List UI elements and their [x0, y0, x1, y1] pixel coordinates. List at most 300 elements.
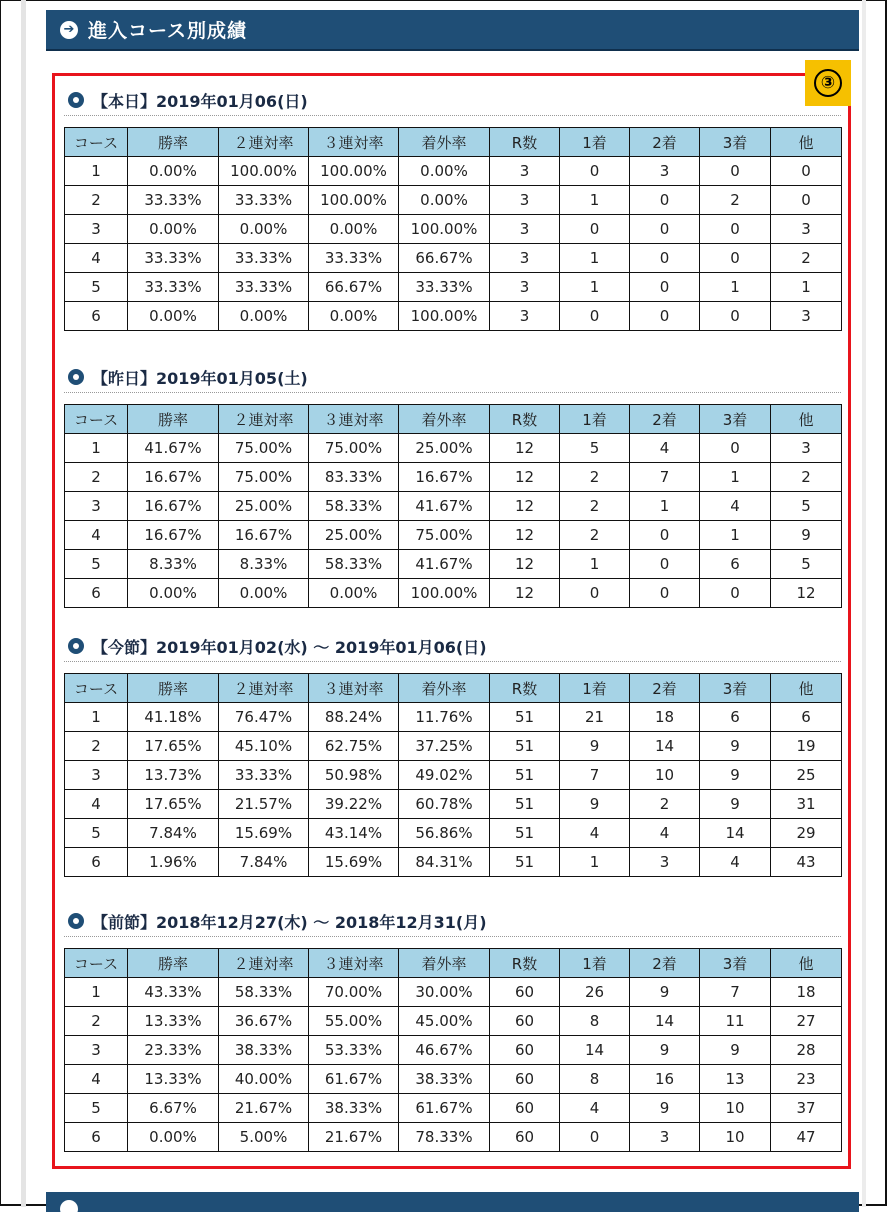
table-cell: 25.00% — [399, 434, 490, 463]
table-cell: 0 — [700, 215, 771, 244]
table-cell: 0 — [630, 244, 700, 273]
table-cell: 25.00% — [309, 521, 399, 550]
column-header: 2着 — [630, 674, 700, 703]
badge-number: ③ — [814, 69, 842, 97]
table-cell: 1.96% — [128, 848, 219, 877]
table-cell: 0 — [630, 302, 700, 331]
table-cell: 5 — [771, 492, 842, 521]
table-cell: 9 — [560, 732, 630, 761]
column-header: コース — [65, 949, 128, 978]
table-cell: 0.00% — [219, 302, 309, 331]
table-cell: 1 — [560, 273, 630, 302]
section-header-title: 進入コース別成績 — [88, 20, 248, 42]
column-header: 3着 — [700, 405, 771, 434]
column-header: 着外率 — [399, 405, 490, 434]
table-cell: 88.24% — [309, 703, 399, 732]
bullet-icon — [68, 92, 84, 108]
table-cell: 51 — [490, 732, 560, 761]
table-cell: 0 — [560, 1123, 630, 1152]
column-header: 着外率 — [399, 949, 490, 978]
section-heading — [64, 85, 841, 116]
section-header — [46, 10, 859, 51]
table-cell: 0 — [630, 521, 700, 550]
table-cell: 8 — [560, 1007, 630, 1036]
arrow-right-icon — [60, 1200, 78, 1212]
table-cell: 12 — [490, 463, 560, 492]
table-cell: 3 — [490, 157, 560, 186]
table-cell: 18 — [771, 978, 842, 1007]
table-cell: 25 — [771, 761, 842, 790]
table-cell: 4 — [560, 1094, 630, 1123]
table-cell: 3 — [490, 302, 560, 331]
table-cell: 3 — [771, 434, 842, 463]
table-cell: 0.00% — [309, 302, 399, 331]
table-cell: 5 — [771, 550, 842, 579]
table-row — [65, 463, 842, 492]
course-stats-table — [64, 127, 842, 331]
table-cell: 21.57% — [219, 790, 309, 819]
table-cell: 75.00% — [219, 463, 309, 492]
table-cell: 0.00% — [128, 302, 219, 331]
table-cell: 1 — [560, 186, 630, 215]
column-header: ２連対率 — [219, 128, 309, 157]
table-cell: 3 — [771, 302, 842, 331]
table-cell: 40.00% — [219, 1065, 309, 1094]
table-cell: 4 — [630, 819, 700, 848]
table-cell: 6 — [65, 579, 128, 608]
table-cell: 41.67% — [399, 550, 490, 579]
table-cell: 12 — [490, 492, 560, 521]
result-section — [64, 362, 841, 608]
table-cell: 23.33% — [128, 1036, 219, 1065]
table-cell: 62.75% — [309, 732, 399, 761]
table-cell: 84.31% — [399, 848, 490, 877]
table-cell: 0 — [560, 302, 630, 331]
table-cell: 1 — [65, 157, 128, 186]
table-row — [65, 790, 842, 819]
table-cell: 60 — [490, 978, 560, 1007]
table-cell: 1 — [65, 978, 128, 1007]
table-cell: 13.33% — [128, 1007, 219, 1036]
table-cell: 51 — [490, 703, 560, 732]
column-header: 他 — [771, 949, 842, 978]
bullet-icon — [68, 369, 84, 385]
table-cell: 43.14% — [309, 819, 399, 848]
column-header: 着外率 — [399, 674, 490, 703]
table-cell: 33.33% — [219, 186, 309, 215]
table-cell: 1 — [700, 521, 771, 550]
table-cell: 3 — [630, 848, 700, 877]
table-row — [65, 215, 842, 244]
table-cell: 4 — [65, 790, 128, 819]
column-header: コース — [65, 405, 128, 434]
table-cell: 7.84% — [219, 848, 309, 877]
table-cell: 45.10% — [219, 732, 309, 761]
table-cell: 1 — [560, 848, 630, 877]
column-header: ３連対率 — [309, 405, 399, 434]
table-cell: 9 — [630, 978, 700, 1007]
column-header: R数 — [490, 949, 560, 978]
table-cell: 12 — [490, 521, 560, 550]
table-cell: 14 — [630, 732, 700, 761]
table-cell: 58.33% — [219, 978, 309, 1007]
column-header: 他 — [771, 405, 842, 434]
table-cell: 51 — [490, 761, 560, 790]
table-row — [65, 244, 842, 273]
table-cell: 0 — [560, 579, 630, 608]
table-row — [65, 550, 842, 579]
column-header: 他 — [771, 674, 842, 703]
table-cell: 13.73% — [128, 761, 219, 790]
section-title: 【昨日】2019年01月05(土) — [92, 368, 308, 388]
column-header: ２連対率 — [219, 949, 309, 978]
table-cell: 0 — [630, 215, 700, 244]
table-cell: 0 — [560, 215, 630, 244]
table-cell: 9 — [560, 790, 630, 819]
table-cell: 2 — [560, 463, 630, 492]
column-header: R数 — [490, 674, 560, 703]
table-cell: 100.00% — [309, 186, 399, 215]
table-cell: 1 — [65, 703, 128, 732]
column-header: ３連対率 — [309, 674, 399, 703]
table-cell: 9 — [700, 790, 771, 819]
table-cell: 66.67% — [399, 244, 490, 273]
table-cell: 0.00% — [309, 579, 399, 608]
table-cell: 5 — [65, 1094, 128, 1123]
table-cell: 0.00% — [219, 579, 309, 608]
table-cell: 4 — [65, 244, 128, 273]
bullet-icon — [68, 638, 84, 654]
table-cell: 17.65% — [128, 790, 219, 819]
table-cell: 14 — [560, 1036, 630, 1065]
table-cell: 51 — [490, 819, 560, 848]
table-row — [65, 1123, 842, 1152]
table-cell: 33.33% — [399, 273, 490, 302]
section-heading — [64, 906, 841, 937]
table-cell: 0 — [771, 186, 842, 215]
table-cell: 0 — [700, 157, 771, 186]
table-cell: 1 — [65, 434, 128, 463]
table-cell: 16.67% — [128, 463, 219, 492]
table-cell: 30.00% — [399, 978, 490, 1007]
table-cell: 36.67% — [219, 1007, 309, 1036]
table-cell: 61.67% — [399, 1094, 490, 1123]
table-cell: 21.67% — [309, 1123, 399, 1152]
column-header: 勝率 — [128, 128, 219, 157]
table-cell: 26 — [560, 978, 630, 1007]
column-header: 3着 — [700, 674, 771, 703]
table-cell: 21 — [560, 703, 630, 732]
table-cell: 56.86% — [399, 819, 490, 848]
column-header: コース — [65, 128, 128, 157]
table-cell: 3 — [65, 215, 128, 244]
table-cell: 75.00% — [399, 521, 490, 550]
column-header: ２連対率 — [219, 674, 309, 703]
table-cell: 61.67% — [309, 1065, 399, 1094]
column-header: ２連対率 — [219, 405, 309, 434]
table-cell: 8.33% — [219, 550, 309, 579]
table-cell: 2 — [700, 186, 771, 215]
table-cell: 0.00% — [309, 215, 399, 244]
table-cell: 4 — [65, 1065, 128, 1094]
table-cell: 3 — [630, 1123, 700, 1152]
table-cell: 37 — [771, 1094, 842, 1123]
table-cell: 50.98% — [309, 761, 399, 790]
table-cell: 41.18% — [128, 703, 219, 732]
table-cell: 2 — [65, 732, 128, 761]
table-cell: 9 — [700, 761, 771, 790]
column-header: 勝率 — [128, 405, 219, 434]
table-cell: 6 — [700, 550, 771, 579]
right-rail — [862, 0, 866, 1207]
table-cell: 3 — [771, 215, 842, 244]
table-cell: 0.00% — [128, 157, 219, 186]
table-row — [65, 761, 842, 790]
table-cell: 3 — [65, 492, 128, 521]
table-cell: 16.67% — [219, 521, 309, 550]
table-cell: 1 — [700, 463, 771, 492]
table-header-row — [65, 405, 842, 434]
table-cell: 16.67% — [399, 463, 490, 492]
table-cell: 6 — [65, 848, 128, 877]
table-cell: 0 — [700, 579, 771, 608]
table-cell: 23 — [771, 1065, 842, 1094]
table-cell: 43.33% — [128, 978, 219, 1007]
table-cell: 7.84% — [128, 819, 219, 848]
table-cell: 33.33% — [128, 273, 219, 302]
column-header: 1着 — [560, 405, 630, 434]
table-cell: 78.33% — [399, 1123, 490, 1152]
table-cell: 38.33% — [399, 1065, 490, 1094]
column-header: 勝率 — [128, 674, 219, 703]
table-row — [65, 1094, 842, 1123]
table-cell: 6 — [65, 302, 128, 331]
table-cell: 4 — [700, 848, 771, 877]
table-cell: 38.33% — [309, 1094, 399, 1123]
table-row — [65, 978, 842, 1007]
column-header: 他 — [771, 128, 842, 157]
table-cell: 33.33% — [128, 186, 219, 215]
table-cell: 14 — [700, 819, 771, 848]
column-header: 勝率 — [128, 949, 219, 978]
table-cell: 7 — [700, 978, 771, 1007]
table-row — [65, 732, 842, 761]
table-cell: 33.33% — [219, 244, 309, 273]
table-cell: 2 — [560, 492, 630, 521]
column-header: ３連対率 — [309, 128, 399, 157]
left-rail — [21, 0, 26, 1207]
table-cell: 4 — [630, 434, 700, 463]
column-header: R数 — [490, 405, 560, 434]
table-cell: 37.25% — [399, 732, 490, 761]
table-cell: 60 — [490, 1094, 560, 1123]
table-cell: 51 — [490, 848, 560, 877]
course-stats-table — [64, 673, 842, 877]
table-cell: 1 — [560, 550, 630, 579]
table-cell: 100.00% — [309, 157, 399, 186]
result-section — [64, 85, 841, 331]
table-cell: 16.67% — [128, 521, 219, 550]
table-row — [65, 186, 842, 215]
table-cell: 33.33% — [219, 273, 309, 302]
table-cell: 1 — [700, 273, 771, 302]
table-cell: 100.00% — [399, 302, 490, 331]
column-header: 2着 — [630, 949, 700, 978]
table-cell: 3 — [65, 761, 128, 790]
table-cell: 10 — [700, 1123, 771, 1152]
table-cell: 5 — [560, 434, 630, 463]
table-cell: 38.33% — [219, 1036, 309, 1065]
table-cell: 0 — [630, 186, 700, 215]
table-cell: 2 — [560, 521, 630, 550]
table-cell: 1 — [630, 492, 700, 521]
table-cell: 0 — [630, 550, 700, 579]
table-cell: 6.67% — [128, 1094, 219, 1123]
table-cell: 60 — [490, 1007, 560, 1036]
table-cell: 5.00% — [219, 1123, 309, 1152]
table-row — [65, 302, 842, 331]
table-cell: 3 — [490, 244, 560, 273]
table-cell: 12 — [490, 434, 560, 463]
table-row — [65, 703, 842, 732]
table-cell: 2 — [65, 186, 128, 215]
table-cell: 1 — [771, 273, 842, 302]
section-heading — [64, 631, 841, 662]
table-cell: 51 — [490, 790, 560, 819]
result-section — [64, 906, 841, 1152]
column-header: ３連対率 — [309, 949, 399, 978]
column-header: 3着 — [700, 128, 771, 157]
table-cell: 11.76% — [399, 703, 490, 732]
table-row — [65, 273, 842, 302]
column-header: 2着 — [630, 405, 700, 434]
table-cell: 0 — [700, 302, 771, 331]
table-cell: 70.00% — [309, 978, 399, 1007]
table-cell: 29 — [771, 819, 842, 848]
table-cell: 100.00% — [219, 157, 309, 186]
table-cell: 31 — [771, 790, 842, 819]
table-row — [65, 848, 842, 877]
table-cell: 13 — [700, 1065, 771, 1094]
table-cell: 53.33% — [309, 1036, 399, 1065]
table-cell: 12 — [490, 579, 560, 608]
section-title: 【前節】2018年12月27(木) ～ 2018年12月31(月) — [92, 912, 487, 932]
table-cell: 33.33% — [309, 244, 399, 273]
table-cell: 55.00% — [309, 1007, 399, 1036]
column-header: 1着 — [560, 674, 630, 703]
table-cell: 46.67% — [399, 1036, 490, 1065]
table-cell: 83.33% — [309, 463, 399, 492]
table-cell: 0 — [700, 434, 771, 463]
table-cell: 11 — [700, 1007, 771, 1036]
table-cell: 75.00% — [309, 434, 399, 463]
table-cell: 9 — [630, 1094, 700, 1123]
table-row — [65, 579, 842, 608]
table-cell: 60 — [490, 1036, 560, 1065]
table-cell: 0.00% — [128, 215, 219, 244]
table-cell: 6 — [700, 703, 771, 732]
table-cell: 15.69% — [309, 848, 399, 877]
course-stats-table — [64, 948, 842, 1152]
table-cell: 2 — [630, 790, 700, 819]
table-cell: 100.00% — [399, 579, 490, 608]
table-row — [65, 1007, 842, 1036]
table-cell: 0 — [630, 273, 700, 302]
table-cell: 27 — [771, 1007, 842, 1036]
table-cell: 76.47% — [219, 703, 309, 732]
table-cell: 0.00% — [399, 186, 490, 215]
table-cell: 10 — [630, 761, 700, 790]
table-cell: 0.00% — [128, 1123, 219, 1152]
table-cell: 58.33% — [309, 492, 399, 521]
table-cell: 2 — [771, 244, 842, 273]
table-cell: 4 — [700, 492, 771, 521]
table-cell: 41.67% — [399, 492, 490, 521]
table-cell: 3 — [490, 186, 560, 215]
table-row — [65, 492, 842, 521]
table-cell: 2 — [65, 1007, 128, 1036]
next-section-header — [46, 1192, 859, 1212]
section-title: 【本日】2019年01月06(日) — [92, 91, 308, 111]
table-cell: 9 — [771, 521, 842, 550]
table-cell: 3 — [490, 273, 560, 302]
table-cell: 100.00% — [399, 215, 490, 244]
table-cell: 21.67% — [219, 1094, 309, 1123]
table-cell: 7 — [630, 463, 700, 492]
column-header: 着外率 — [399, 128, 490, 157]
table-cell: 0.00% — [219, 215, 309, 244]
table-cell: 15.69% — [219, 819, 309, 848]
column-header: 2着 — [630, 128, 700, 157]
table-cell: 33.33% — [128, 244, 219, 273]
table-cell: 2 — [771, 463, 842, 492]
table-cell: 5 — [65, 819, 128, 848]
table-cell: 8 — [560, 1065, 630, 1094]
table-cell: 5 — [65, 550, 128, 579]
table-cell: 0.00% — [128, 579, 219, 608]
table-cell: 60 — [490, 1065, 560, 1094]
table-row — [65, 1036, 842, 1065]
table-cell: 75.00% — [219, 434, 309, 463]
table-cell: 0 — [560, 157, 630, 186]
table-cell: 8.33% — [128, 550, 219, 579]
table-cell: 10 — [700, 1094, 771, 1123]
table-cell: 43 — [771, 848, 842, 877]
table-cell: 47 — [771, 1123, 842, 1152]
result-section — [64, 631, 841, 877]
table-cell: 39.22% — [309, 790, 399, 819]
table-cell: 7 — [560, 761, 630, 790]
table-cell: 66.67% — [309, 273, 399, 302]
table-header-row — [65, 128, 842, 157]
table-row — [65, 157, 842, 186]
table-cell: 3 — [65, 1036, 128, 1065]
table-cell: 60 — [490, 1123, 560, 1152]
column-header: 1着 — [560, 949, 630, 978]
table-cell: 6 — [771, 703, 842, 732]
table-cell: 12 — [771, 579, 842, 608]
table-cell: 18 — [630, 703, 700, 732]
table-cell: 0 — [771, 157, 842, 186]
table-cell: 6 — [65, 1123, 128, 1152]
table-cell: 17.65% — [128, 732, 219, 761]
table-cell: 25.00% — [219, 492, 309, 521]
column-header: R数 — [490, 128, 560, 157]
table-cell: 9 — [700, 732, 771, 761]
bullet-icon — [68, 913, 84, 929]
column-header: コース — [65, 674, 128, 703]
table-cell: 28 — [771, 1036, 842, 1065]
